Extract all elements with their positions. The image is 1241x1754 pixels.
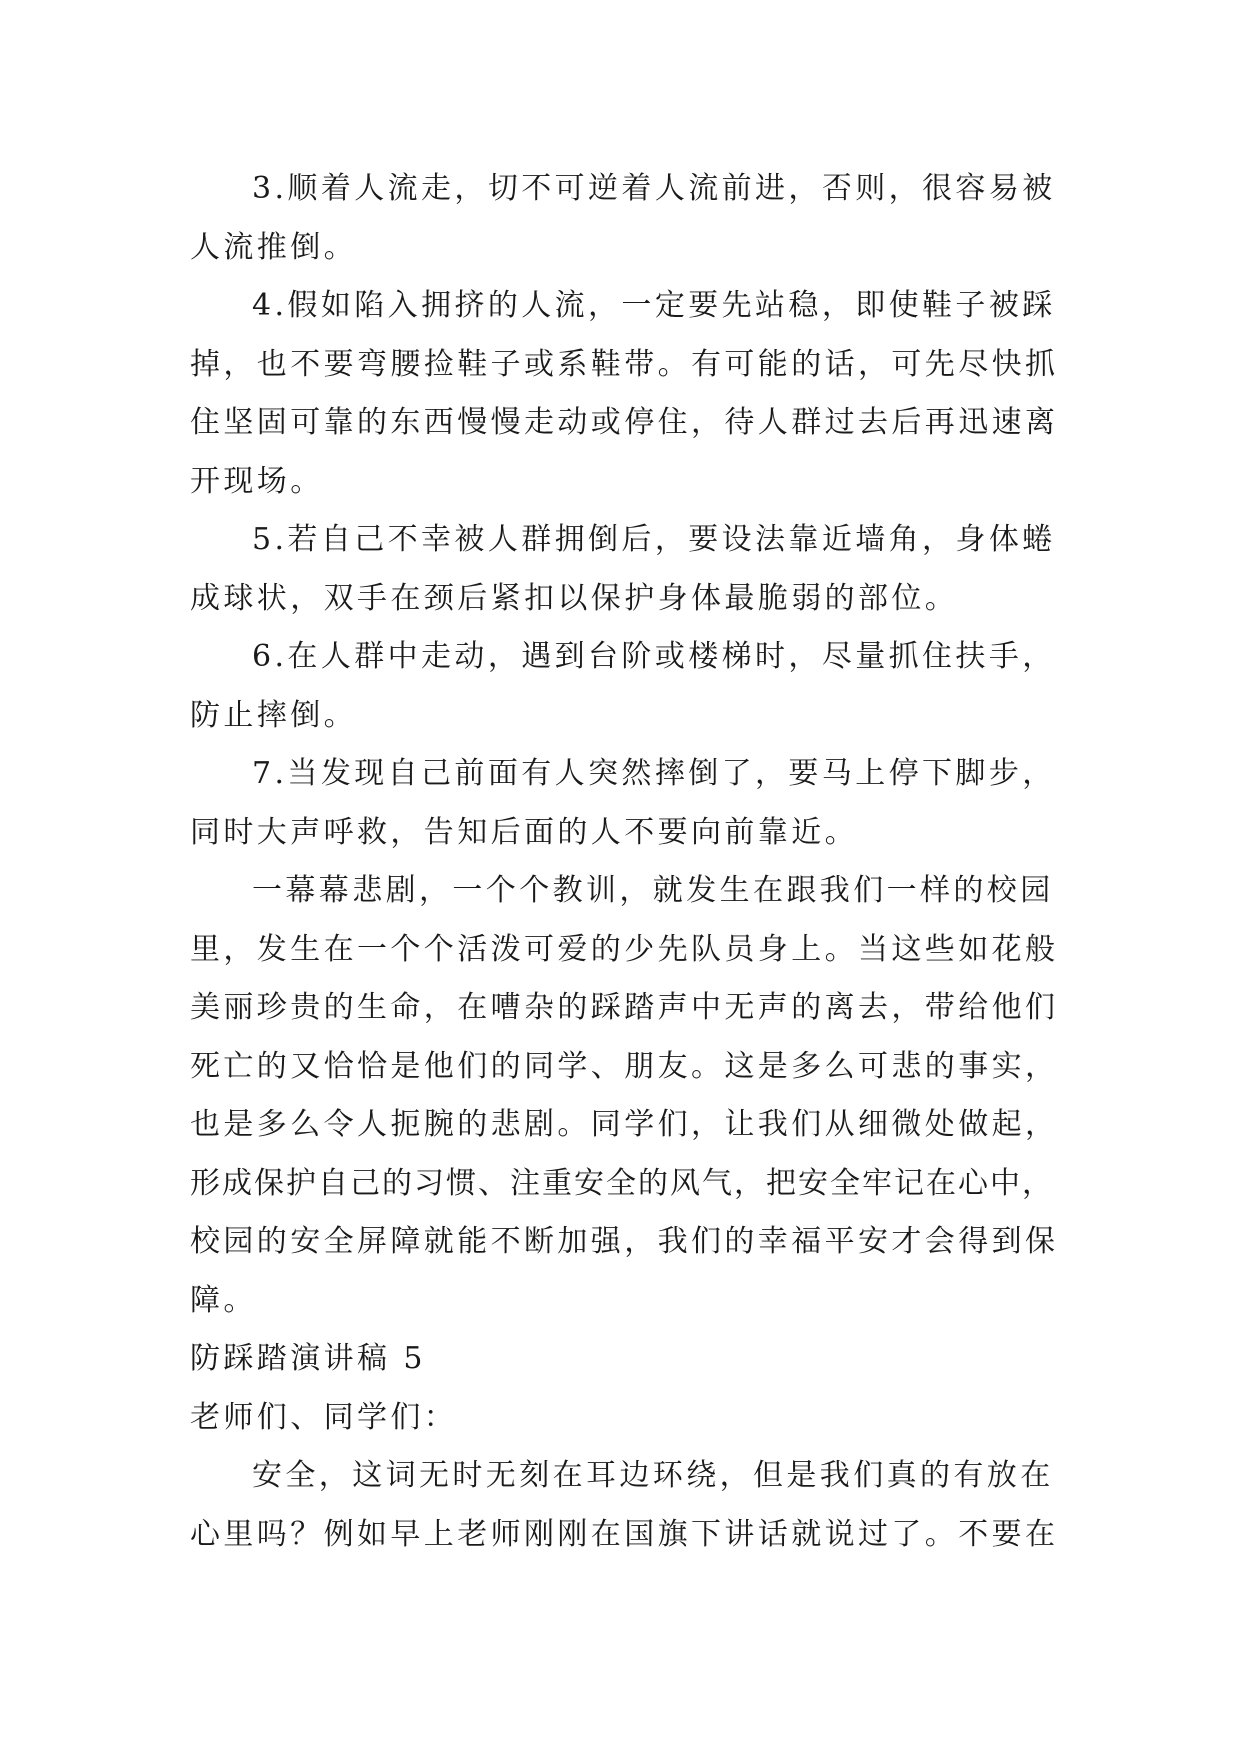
- text-line: 4.假如陷入拥挤的人流，一定要先站稳，即使鞋子被踩: [252, 288, 1056, 323]
- text-line: 形成保护自己的习惯、注重安全的风气，把安全牢记在心中，: [190, 1165, 1054, 1201]
- text-line: 3.顺着人流走，切不可逆着人流前进，否则，很容易被: [252, 171, 1056, 206]
- text-line: 校园的安全屏障就能不断加强，我们的幸福平安才会得到保: [190, 1224, 1059, 1259]
- salutation: 老师们、同学们：: [190, 1399, 458, 1435]
- text-line: 也是多么令人扼腕的悲剧。同学们，让我们从细微处做起，: [190, 1107, 1059, 1142]
- text-line: 成球状，双手在颈后紧扣以保护身体最脆弱的部位。: [190, 580, 959, 616]
- text-line: 5.若自己不幸被人群拥倒后，要设法靠近墙角，身体蜷: [252, 522, 1056, 557]
- text-line: 里，发生在一个个活泼可爱的少先队员身上。当这些如花般: [190, 931, 1059, 967]
- text-line: 美丽珍贵的生命，在嘈杂的踩踏声中无声的离去，带给他们: [190, 990, 1059, 1025]
- text-line: 开现场。: [190, 463, 324, 499]
- text-line: 掉，也不要弯腰捡鞋子或系鞋带。有可能的话，可先尽快抓: [190, 346, 1059, 382]
- text-line: 人流推倒。: [190, 229, 357, 265]
- text-line: 心里吗？例如早上老师刚刚在国旗下讲话就说过了。不要在: [190, 1516, 1059, 1552]
- text-line: 同时大声呼救，告知后面的人不要向前靠近。: [190, 814, 858, 850]
- text-line: 7.当发现自己前面有人突然摔倒了，要马上停下脚步，: [252, 756, 1056, 791]
- document-body: [190, 160, 1060, 1564]
- text-line: 障。: [190, 1282, 257, 1318]
- text-line: 防止摔倒。: [190, 697, 357, 733]
- text-line: 一幕幕悲剧，一个个教训，就发生在跟我们一样的校园: [252, 873, 1054, 908]
- text-line: 6.在人群中走动，遇到台阶或楼梯时，尽量抓住扶手，: [252, 639, 1056, 674]
- section-heading: 防踩踏演讲稿 5: [190, 1341, 426, 1376]
- text-line: 死亡的又恰恰是他们的同学、朋友。这是多么可悲的事实，: [190, 1048, 1059, 1084]
- text-line: 安全，这词无时无刻在耳边环绕，但是我们真的有放在: [252, 1458, 1054, 1493]
- text-line: 住坚固可靠的东西慢慢走动或停住，待人群过去后再迅速离: [190, 405, 1059, 440]
